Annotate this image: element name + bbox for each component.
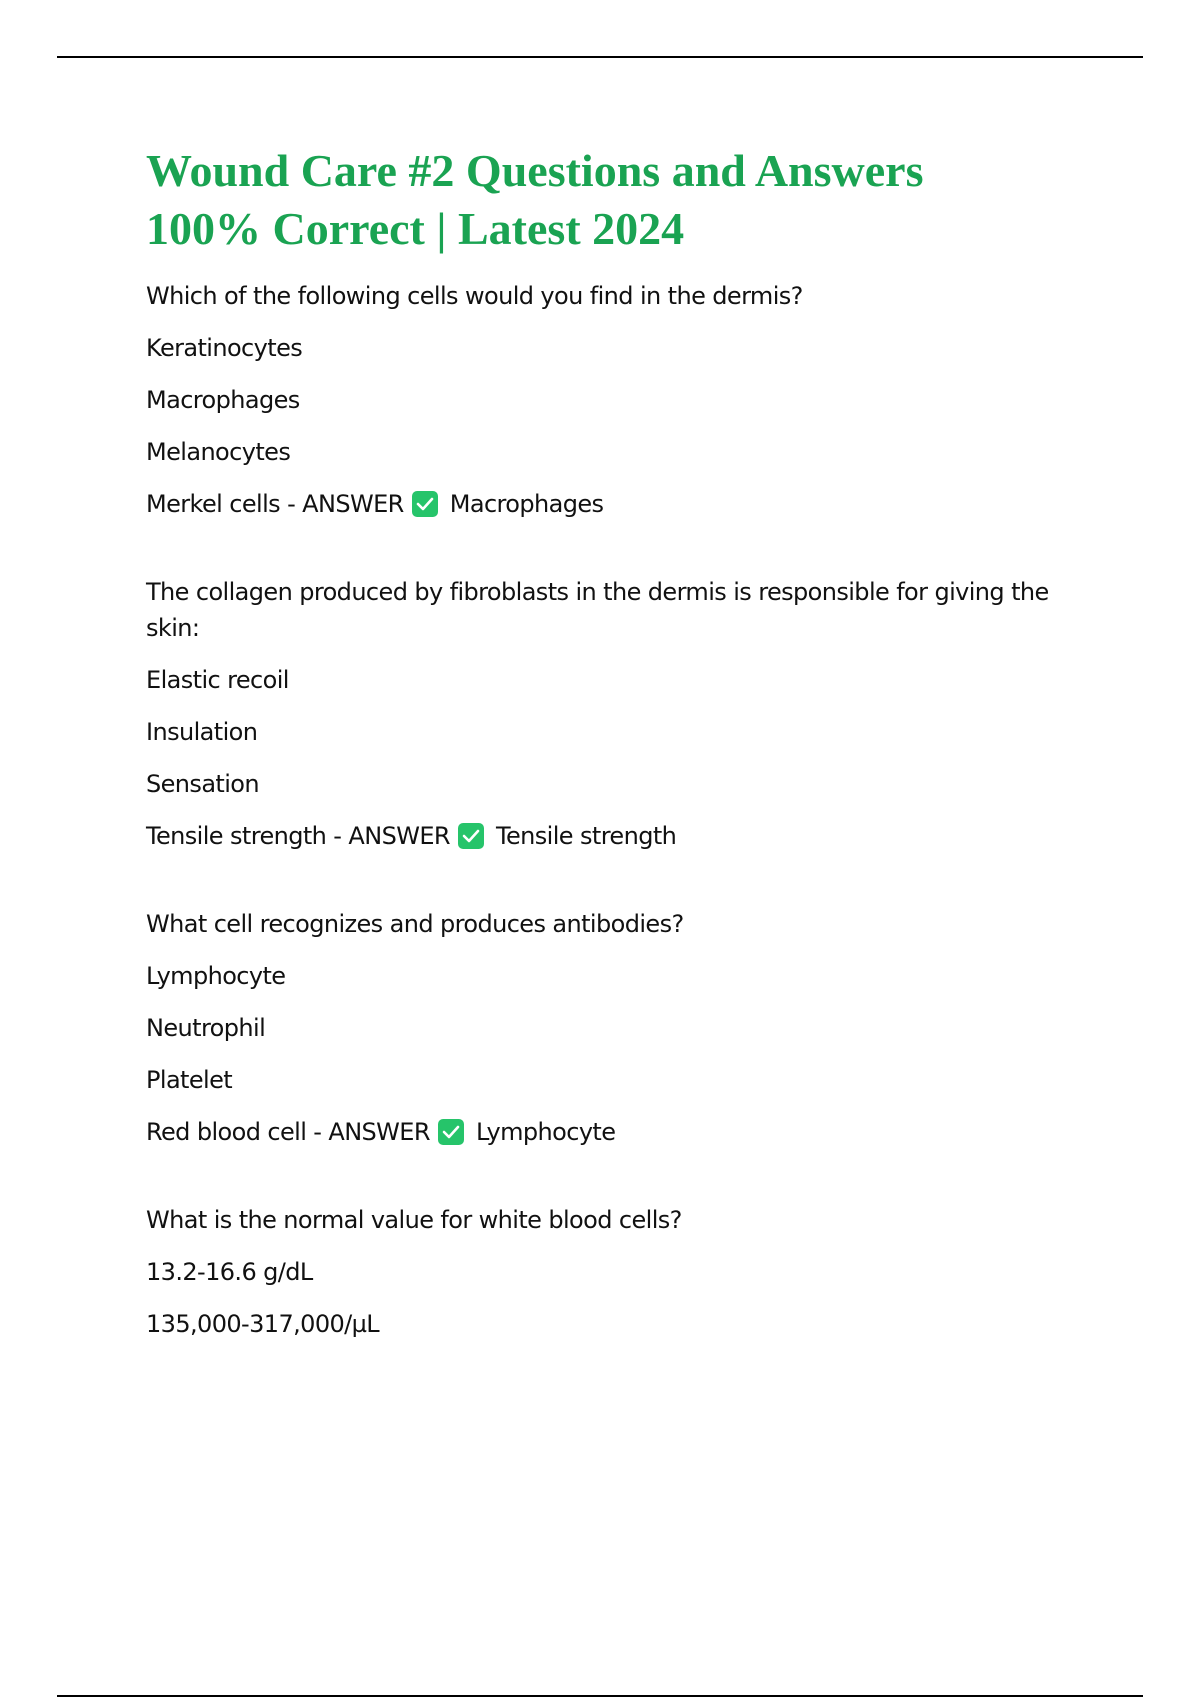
last-option: Merkel cells - ANSWER [146, 490, 404, 518]
option-1: Elastic recoil [146, 666, 289, 694]
answer-text: Macrophages [449, 490, 604, 518]
document-title [146, 142, 1076, 258]
question-text: What cell recognizes and produces antibodies? [146, 910, 684, 938]
option-2: Insulation [146, 718, 258, 746]
question-block-1 [146, 278, 1076, 522]
document-content [146, 142, 1076, 1394]
green-checkmark-icon [412, 491, 438, 517]
green-checkmark-icon [458, 823, 484, 849]
option-3: Platelet [146, 1066, 233, 1094]
green-checkmark-icon [438, 1119, 464, 1145]
answer-line [146, 818, 1076, 854]
question-block-3 [146, 906, 1076, 1150]
option-3: Sensation [146, 770, 259, 798]
last-option: Tensile strength - ANSWER [146, 822, 450, 850]
answer-line [146, 1114, 1076, 1150]
answer-text: Tensile strength [495, 822, 677, 850]
option-1: 13.2-16.6 g/dL [146, 1258, 313, 1286]
question-text: What is the normal value for white blood cells? [146, 1206, 682, 1234]
option-2: Macrophages [146, 386, 300, 414]
header-rule [57, 56, 1143, 58]
option-3: Melanocytes [146, 438, 291, 466]
question-block-2 [146, 574, 1076, 854]
title-line-1: Wound Care #2 Questions and Answers [146, 145, 924, 196]
question-block-4 [146, 1202, 1076, 1342]
option-1: Lymphocyte [146, 962, 286, 990]
last-option: Red blood cell - ANSWER [146, 1118, 430, 1146]
footer-rule [57, 1695, 1143, 1697]
title-line-2: 100% Correct | Latest 2024 [146, 203, 685, 254]
answer-text: Lymphocyte [475, 1118, 616, 1146]
answer-line [146, 486, 1076, 522]
question-text: Which of the following cells would you find in the dermis? [146, 282, 803, 310]
option-2: Neutrophil [146, 1014, 266, 1042]
question-text: The collagen produced by fibroblasts in the dermis is responsible for giving the skin: [146, 578, 1049, 642]
option-1: Keratinocytes [146, 334, 303, 362]
option-2: 135,000-317,000/µL [146, 1310, 380, 1338]
